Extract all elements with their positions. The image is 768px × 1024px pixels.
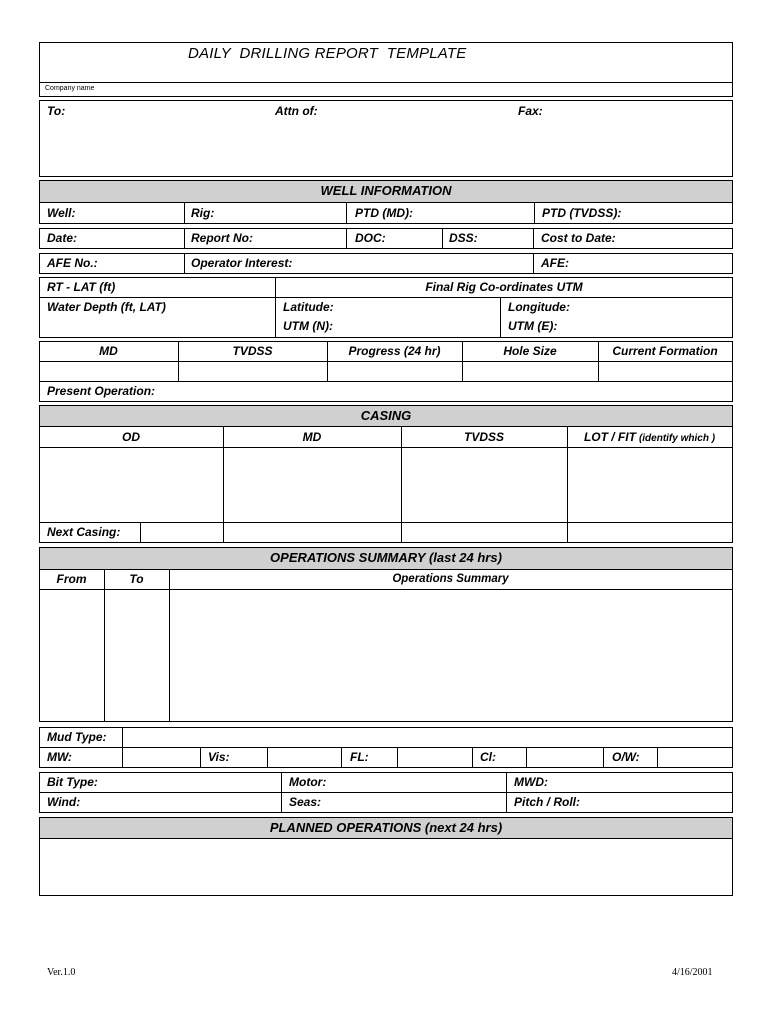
bit-type-label: Bit Type: [47, 775, 98, 789]
column-divider [442, 228, 443, 249]
row-divider [39, 792, 733, 793]
operator-interest-label: Operator Interest: [191, 256, 293, 270]
ptd-md-label: PTD (MD): [355, 206, 413, 220]
operations-summary-heading: OPERATIONS SUMMARY (last 24 hrs) [39, 547, 733, 570]
column-divider [526, 747, 527, 768]
column-divider [140, 522, 141, 543]
column-header-lot-fit [567, 427, 732, 447]
column-divider [341, 747, 342, 768]
fax-label: Fax: [518, 104, 543, 118]
column-header-from: From [56, 572, 87, 586]
mwd-label: MWD: [514, 775, 548, 789]
fl-label: FL: [350, 750, 369, 764]
revision-date: 4/16/2001 [672, 967, 713, 978]
report-title: DAILY DRILLING REPORT TEMPLATE [188, 45, 467, 62]
column-divider [267, 747, 268, 768]
dss-label: DSS: [449, 231, 478, 245]
column-divider [397, 747, 398, 768]
column-header-casing-md: MD [302, 430, 322, 444]
column-divider [657, 747, 658, 768]
lot-fit-note: (identify which ) [638, 433, 716, 444]
planned-operations-section [39, 817, 733, 896]
vis-label: Vis: [208, 750, 230, 764]
column-divider [346, 202, 347, 224]
column-divider [534, 202, 535, 224]
ow-label: O/W: [612, 750, 640, 764]
column-header-hole-size: Hole Size [503, 344, 557, 358]
rig-label: Rig: [191, 206, 215, 220]
column-divider [104, 569, 105, 722]
motor-label: Motor: [289, 775, 327, 789]
latitude-label: Latitude: [283, 300, 334, 314]
afe-no-label: AFE No.: [47, 256, 98, 270]
column-divider [533, 253, 534, 274]
cl-label: Cl: [480, 750, 496, 764]
column-divider [500, 297, 501, 338]
row-divider [39, 589, 733, 590]
depth-progress-section [39, 341, 733, 402]
column-divider [184, 228, 185, 249]
rt-lat-label: RT - LAT (ft) [47, 280, 116, 294]
well-information-heading: WELL INFORMATION [39, 180, 733, 203]
mud-section [39, 727, 733, 768]
column-divider [122, 727, 123, 768]
mud-type-label: Mud Type: [47, 730, 107, 744]
casing-heading: CASING [39, 405, 733, 427]
report-no-label: Report No: [191, 231, 253, 245]
date-label: Date: [47, 231, 78, 245]
attn-label: Attn of: [275, 104, 318, 118]
planned-operations-heading: PLANNED OPERATIONS (next 24 hrs) [39, 817, 733, 839]
utm-n-label: UTM (N): [283, 319, 333, 333]
bit-and-weather-section [39, 772, 733, 813]
present-operation-label: Present Operation: [47, 384, 156, 398]
next-casing-label: Next Casing: [47, 525, 121, 539]
pitch-roll-label: Pitch / Roll: [514, 795, 580, 809]
to-label: To: [47, 104, 66, 118]
column-divider [506, 772, 507, 813]
column-divider [200, 747, 201, 768]
well-information-section [39, 180, 733, 224]
mw-label: MW: [47, 750, 72, 764]
column-header-to: To [129, 572, 144, 586]
column-header-current-formation: Current Formation [612, 344, 718, 358]
doc-label: DOC: [355, 231, 386, 245]
water-depth-label: Water Depth (ft, LAT) [47, 300, 166, 314]
column-divider [184, 253, 185, 274]
casing-section [39, 405, 733, 543]
well-information-row-3 [39, 253, 733, 274]
longitude-label: Longitude: [508, 300, 570, 314]
column-divider [169, 569, 170, 722]
version-label: Ver.1.0 [47, 967, 76, 978]
column-header-tvdss: TVDSS [232, 344, 273, 358]
row-divider [39, 82, 733, 83]
column-divider [281, 772, 282, 813]
seas-label: Seas: [289, 795, 322, 809]
column-divider [184, 202, 185, 224]
well-information-row-2 [39, 228, 733, 249]
well-label: Well: [47, 206, 76, 220]
cost-to-date-label: Cost to Date: [541, 231, 616, 245]
title-block [39, 42, 733, 97]
operations-summary-section [39, 547, 733, 722]
column-header-casing-tvdss: TVDSS [463, 430, 504, 444]
column-divider [346, 228, 347, 249]
row-divider [39, 447, 733, 448]
rig-coordinates-heading: Final Rig Co-ordinates UTM [425, 280, 583, 294]
column-header-progress: Progress (24 hr) [348, 344, 441, 358]
row-divider [39, 522, 733, 523]
column-header-md: MD [99, 344, 118, 358]
wind-label: Wind: [47, 795, 81, 809]
afe-label: AFE: [541, 256, 569, 270]
utm-e-label: UTM (E): [508, 319, 558, 333]
rig-coordinates-section [39, 277, 733, 338]
lot-fit-label: LOT / FIT [583, 430, 636, 444]
column-divider [472, 747, 473, 768]
column-divider [533, 228, 534, 249]
company-name-label: Company name [45, 85, 95, 92]
column-header-operations-summary: Operations Summary [392, 573, 509, 585]
row-divider [39, 361, 733, 362]
column-divider [603, 747, 604, 768]
ptd-tvdss-label: PTD (TVDSS): [542, 206, 622, 220]
column-header-od: OD [122, 430, 140, 444]
recipient-block [39, 100, 733, 177]
